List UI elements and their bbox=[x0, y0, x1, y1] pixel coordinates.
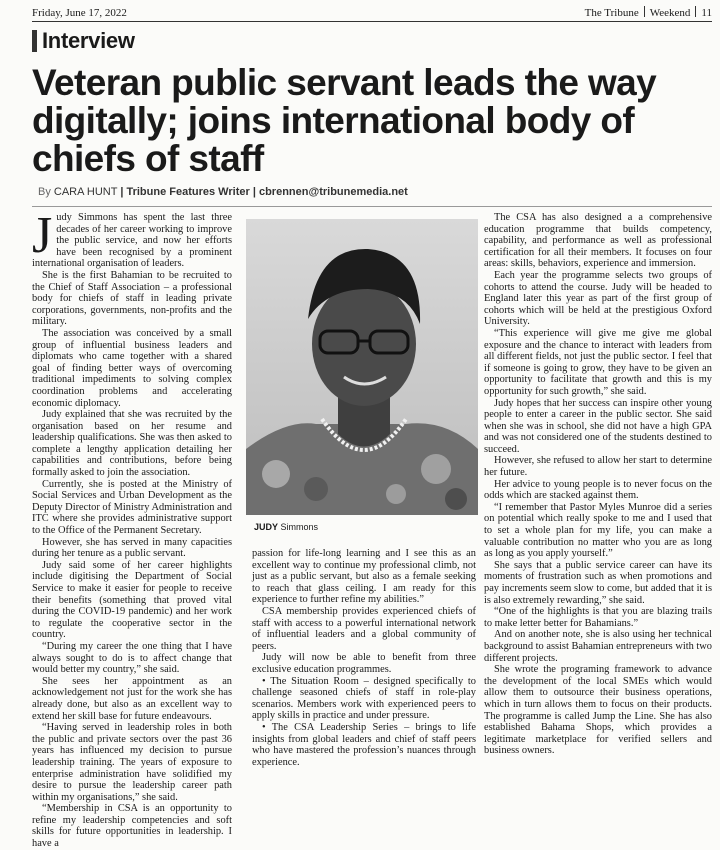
paragraph: She wrote the programing framework to advance the development of the local SMEs which would allow them to outsource their business operations, which in turn allows them to focus on their products. The programme is called Jump the Line. She has also established Bahama Shops, which provides a legitimate marketplace for verified sellers and business owners. bbox=[484, 664, 712, 757]
photo-caption bbox=[254, 522, 318, 532]
paragraph: “One of the highlights is that you are blazing trails to make letter better for Bahamians.” bbox=[484, 606, 712, 629]
paragraph: Judy will now be able to benefit from three exclusive education programmes. bbox=[252, 652, 476, 675]
header-rule bbox=[32, 206, 712, 207]
caption-surname: Simmons bbox=[280, 522, 319, 532]
byline-role: Tribune Features Writer bbox=[126, 186, 250, 198]
paragraph: Judy explained that she was recruited by the organisation based on her resume and leadership qualifications. She was then asked to complete a lengthy application detailing her capabilities and contributions, before being formally asked to join the association. bbox=[32, 409, 232, 479]
article-headline: Veteran public servant leads the way digitally; joins international body of chiefs of staff bbox=[32, 62, 657, 179]
page-header bbox=[32, 6, 712, 22]
section-kicker bbox=[32, 28, 135, 54]
portrait-illustration bbox=[246, 219, 478, 515]
kicker-bar bbox=[32, 30, 37, 52]
paragraph: However, she refused to allow her start to determine her future. bbox=[484, 455, 712, 479]
portrait-photo bbox=[246, 219, 478, 515]
article-column-2 bbox=[252, 548, 476, 768]
section-name: Weekend bbox=[649, 7, 691, 19]
byline-prefix: By bbox=[38, 186, 51, 198]
byline-author: CARA HUNT bbox=[53, 186, 118, 198]
paragraph: She is the first Bahamian to be recruited to the Chief of Staff Association – a professional body for chiefs of staff in leading private corporations, governments, non-profits and the military. bbox=[32, 269, 232, 328]
paragraph: The association was conceived by a small group of influential business leaders and diplomats who came together with a shared goal of finding better ways of overcoming traditional impediments to solving complex coordination problems and accelerating economic diplomacy. bbox=[32, 327, 232, 409]
publication-name: The Tribune bbox=[584, 7, 639, 19]
paragraph: CSA membership provides experienced chiefs of staff with access to a powerful international network of influential leaders and a global community of peers. bbox=[252, 605, 476, 652]
paragraph: Her advice to young people is to never focus on the odds which are stacked against them. bbox=[484, 478, 712, 502]
paragraph: The CSA has also designed a a comprehensive education programme that builds competency, capability, and performance as well as professional certification for all their members. It focuses on four areas: skills, behaviors, experience and immersion. bbox=[484, 212, 712, 270]
paragraph: “Having served in leadership roles in both the public and private sectors over the past 36 years has influenced my decision to pursue leadership training. The years of exposure to enterprise administration have solidified my desire to pursue the leadership career path within my organisations,” she said. bbox=[32, 722, 232, 803]
paragraph: “During my career the one thing that I have always sought to do is to affect change that would better my country,” she said. bbox=[32, 640, 232, 676]
paragraph: “This experience will give me give me global exposure and the chance to interact with leaders from all different fields, not just the public sector. I feel that if someone is going to grow, they have to be given an opportunity to facilitate that growth and this is my opportunity for such growth,” she said. bbox=[484, 327, 712, 397]
paragraph: Each year the programme selects two groups of cohorts to attend the course. Judy will be headed to England later this year as part of the first group of cohorts which will be held at the prestigious Oxford University. bbox=[484, 269, 712, 328]
kicker-label: Interview bbox=[42, 28, 135, 53]
paragraph: “Membership in CSA is an opportunity to refine my leadership competencies and soft skills for future opportunities in leadership. I have a bbox=[32, 803, 232, 850]
paragraph: “I remember that Pastor Myles Munroe did a series on potential which really spoke to me and I used that to set a whole plan for my life, you can make a valuable contribution no matter who you are as long as long as you apply yourself.” bbox=[484, 501, 712, 560]
byline-email: cbrennen@tribunemedia.net bbox=[258, 186, 408, 198]
paragraph: • The Situation Room – designed specifically to challenge seasoned chiefs of staff in role-play scenarios. Members work with experienced peers to apply skills in practice and under pressure. bbox=[252, 675, 476, 722]
paragraph: However, she has served in many capacities during her tenure as a public servant. bbox=[32, 536, 232, 560]
paragraph: udy Simmons has spent the last three decades of her career working to improve the public service, and now her efforts have been recognised by a prominent international organisation of leaders. bbox=[32, 212, 232, 270]
drop-cap: J bbox=[32, 207, 53, 264]
article-column-1 bbox=[32, 207, 232, 850]
paragraph: She sees her appointment as an acknowledgement not just for the work she has already done, but also as an excellent way to extend her skill base for future endeavours. bbox=[32, 675, 232, 722]
paragraph: And on another note, she is also using her technical background to assist Bahamian entrepreneurs with two different projects. bbox=[484, 629, 712, 664]
paragraph: • The CSA Leadership Series – brings to life insights from global leaders and chief of staff peers who have mastered the profession’s nuances through experience. bbox=[252, 721, 476, 768]
paragraph: Judy said some of her career highlights include digitising the Department of Social Service to make it easier for people to receive their benefits (something that proved vital during the COVID-19 pandemic) and her work to regulate the cooperative sector in the country. bbox=[32, 559, 232, 641]
paragraph: Judy hopes that her success can inspire other young people to enter a career in the public sector. She said when she was in school, she did not have a high GPA and was not considered one of the students destined to succeed. bbox=[484, 397, 712, 455]
header-divider bbox=[695, 6, 696, 17]
page-number: 11 bbox=[701, 7, 712, 19]
header-divider bbox=[644, 6, 645, 17]
paragraph: Currently, she is posted at the Ministry of Social Services and Urban Development as the Deputy Director of Ministry Administration and ITC where she provides administrative support to the Office of the Permanent Secretary. bbox=[32, 478, 232, 537]
byline: By CARA HUNT | Tribune Features Writer | cbrennen@tribunemedia.net bbox=[38, 186, 408, 198]
paragraph: passion for life-long learning and I see this as an excellent way to continue my professional climb, not just as a public servant, but also as a female seeking to reach that glass ceiling. I am ready for this experience to further refine my abilities.” bbox=[252, 548, 476, 606]
article-column-3 bbox=[484, 212, 712, 757]
issue-date: Friday, June 17, 2022 bbox=[32, 7, 127, 19]
caption-name: JUDY bbox=[254, 522, 279, 532]
paragraph: She says that a public service career can have its moments of frustration such as when promotions and pay increments seem slow to come, but added that it is is also extremely rewarding,” she said. bbox=[484, 559, 712, 606]
header-right bbox=[585, 6, 712, 19]
